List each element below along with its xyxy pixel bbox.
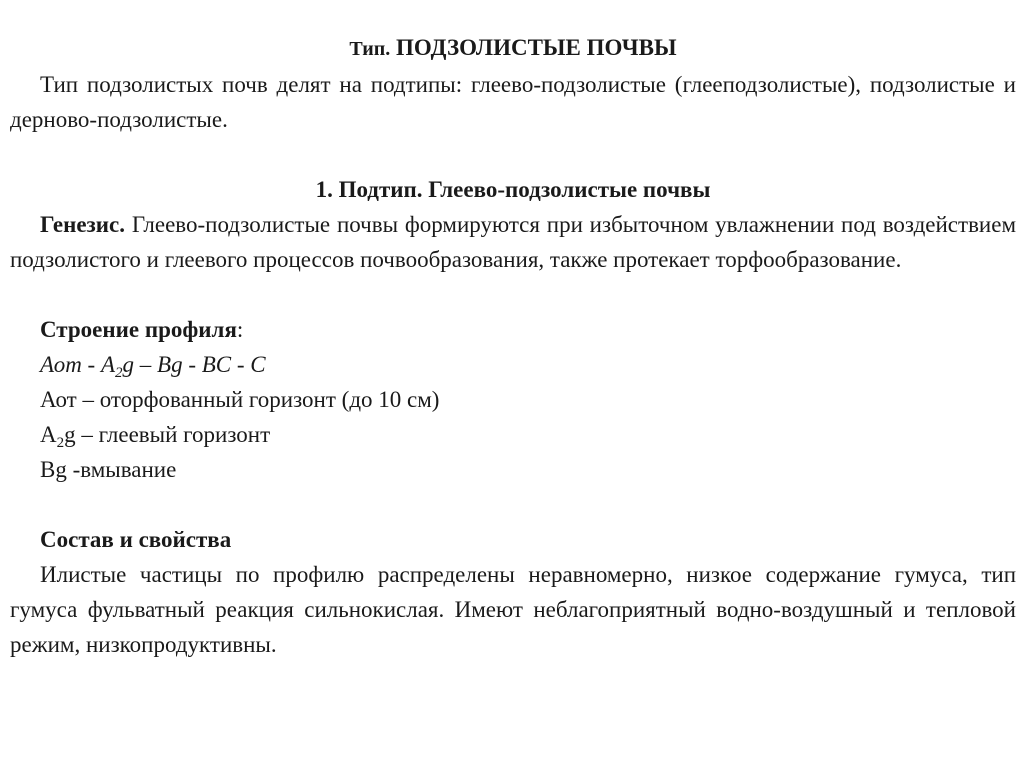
horizon-aot: Аот – оторфованный горизонт (до 10 см) bbox=[40, 387, 440, 412]
spacer bbox=[10, 277, 1016, 312]
horizon-a2g bbox=[10, 417, 1016, 452]
composition-paragraph: Илистые частицы по профилю распределены неравномерно, низкое содержание гумуса, тип гумуса фульватный реакция сильнокислая. Имеют неблагоприятный водно-воздушный и тепловой режим, низкопродуктивны. bbox=[10, 562, 1016, 657]
genesis-label: Генезис. bbox=[40, 212, 126, 237]
horizon-a2g-a: А bbox=[40, 422, 57, 447]
document-page bbox=[10, 30, 1016, 662]
genesis-paragraph bbox=[10, 207, 1016, 277]
horizon-bg: Bg -вмывание bbox=[40, 457, 177, 482]
profile-label: Строение профиля bbox=[40, 317, 237, 342]
formula-part-a: Аот - А bbox=[40, 352, 116, 377]
formula-part-b: g – Bg - BC - C bbox=[122, 352, 266, 377]
horizon-a2g-subscript: 2 bbox=[56, 435, 65, 451]
profile-formula bbox=[10, 347, 1016, 382]
profile-heading bbox=[10, 312, 1016, 347]
spacer bbox=[10, 487, 1016, 522]
page-title bbox=[10, 30, 1016, 67]
profile-colon: : bbox=[236, 317, 244, 342]
subtype-heading: 1. Подтип. Глеево-подзолистые почвы bbox=[315, 177, 711, 202]
horizon-a2g-b: g – глеевый горизонт bbox=[64, 422, 271, 447]
spacer bbox=[10, 137, 1016, 172]
title-prefix: Тип. bbox=[349, 38, 391, 60]
formula-subscript: 2 bbox=[115, 365, 123, 381]
title-main: ПОДЗОЛИСТЫЕ ПОЧВЫ bbox=[396, 35, 677, 60]
genesis-text: Глеево-подзолистые почвы формируются при избыточном увлажнении под воздействием подзолистого и глеевого процессов почвообразования, также протекает торфообразование. bbox=[10, 212, 1016, 272]
intro-paragraph: Тип подзолистых почв делят на подтипы: глеево-подзолистые (глееподзолистые), подзолистые и дерново-подзолистые. bbox=[10, 72, 1016, 132]
composition-heading: Состав и свойства bbox=[40, 527, 232, 552]
